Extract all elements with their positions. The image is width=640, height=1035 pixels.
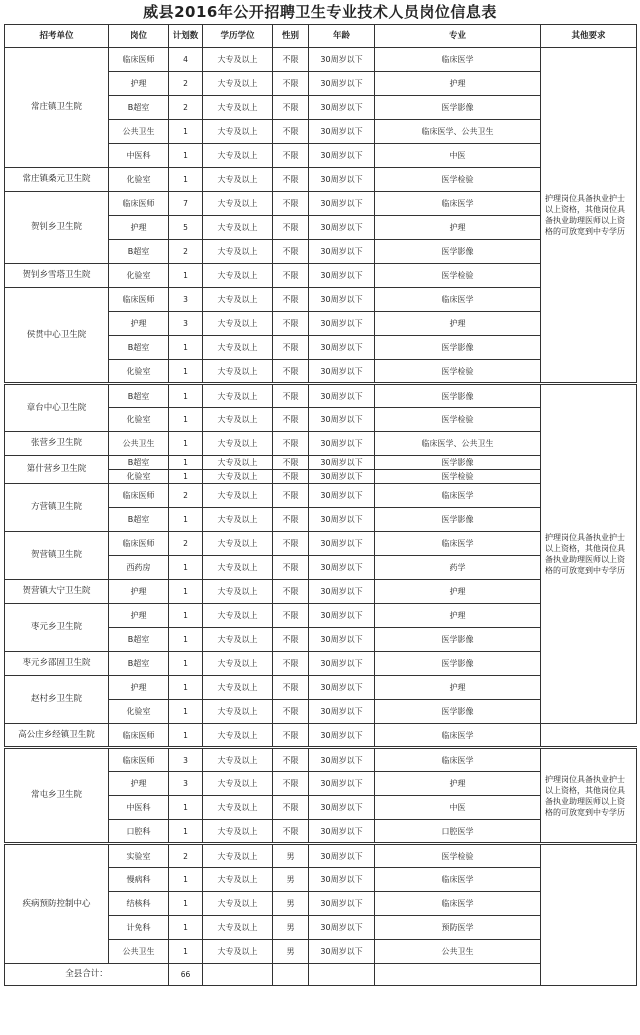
- major-cell: 医学检验: [375, 168, 541, 192]
- count-cell: 1: [169, 168, 203, 192]
- count-cell: 4: [169, 48, 203, 72]
- major-cell: 临床医学、公共卫生: [375, 120, 541, 144]
- major-cell: 护理: [375, 580, 541, 604]
- count-cell: 1: [169, 916, 203, 940]
- unit-cell: 常庄镇桑元卫生院: [5, 168, 109, 192]
- sex-cell: 不限: [273, 384, 309, 408]
- age-cell: 30周岁以下: [309, 796, 375, 820]
- age-cell: 30周岁以下: [309, 288, 375, 312]
- age-cell: 30周岁以下: [309, 120, 375, 144]
- header-age: 年龄: [309, 25, 375, 48]
- age-cell: 30周岁以下: [309, 916, 375, 940]
- count-cell: 1: [169, 556, 203, 580]
- age-cell: 30周岁以下: [309, 48, 375, 72]
- post-cell: 中医科: [109, 796, 169, 820]
- table-row: [5, 48, 637, 72]
- major-cell: 护理: [375, 772, 541, 796]
- sex-cell: 不限: [273, 508, 309, 532]
- education-cell: 大专及以上: [203, 96, 273, 120]
- education-cell: 大专及以上: [203, 868, 273, 892]
- age-cell: 30周岁以下: [309, 312, 375, 336]
- age-cell: 30周岁以下: [309, 532, 375, 556]
- unit-cell: 章台中心卫生院: [5, 384, 109, 432]
- major-cell: 医学影像: [375, 384, 541, 408]
- age-cell: 30周岁以下: [309, 168, 375, 192]
- count-cell: 2: [169, 240, 203, 264]
- major-cell: 医学影像: [375, 96, 541, 120]
- empty-cell: [273, 964, 309, 986]
- major-cell: 医学影像: [375, 652, 541, 676]
- table-row: [5, 724, 637, 748]
- age-cell: 30周岁以下: [309, 580, 375, 604]
- age-cell: 30周岁以下: [309, 892, 375, 916]
- sex-cell: 不限: [273, 484, 309, 508]
- education-cell: 大专及以上: [203, 628, 273, 652]
- sex-cell: 男: [273, 940, 309, 964]
- header-major: 专业: [375, 25, 541, 48]
- count-cell: 1: [169, 456, 203, 470]
- age-cell: 30周岁以下: [309, 868, 375, 892]
- major-cell: 临床医学: [375, 192, 541, 216]
- education-cell: 大专及以上: [203, 772, 273, 796]
- age-cell: 30周岁以下: [309, 508, 375, 532]
- major-cell: 临床医学: [375, 48, 541, 72]
- major-cell: 医学影像: [375, 508, 541, 532]
- post-cell: 实验室: [109, 844, 169, 868]
- unit-cell: 枣元乡卫生院: [5, 604, 109, 652]
- sex-cell: 不限: [273, 604, 309, 628]
- header-other: 其他要求: [541, 25, 637, 48]
- post-cell: 化验室: [109, 470, 169, 484]
- unit-cell: 张营乡卫生院: [5, 432, 109, 456]
- post-cell: 临床医师: [109, 48, 169, 72]
- age-cell: 30周岁以下: [309, 360, 375, 384]
- post-cell: 临床医师: [109, 532, 169, 556]
- sex-cell: 不限: [273, 312, 309, 336]
- header-post: 岗位: [109, 25, 169, 48]
- education-cell: 大专及以上: [203, 312, 273, 336]
- major-cell: 临床医学: [375, 724, 541, 748]
- count-cell: 2: [169, 96, 203, 120]
- sex-cell: 不限: [273, 700, 309, 724]
- major-cell: 护理: [375, 216, 541, 240]
- sex-cell: 不限: [273, 408, 309, 432]
- education-cell: 大专及以上: [203, 604, 273, 628]
- post-cell: B超室: [109, 336, 169, 360]
- empty-cell: [309, 964, 375, 986]
- age-cell: 30周岁以下: [309, 676, 375, 700]
- other-requirements-cell: 护理岗位具备执业护士以上资格，其他岗位具备执业助理医师以上资格的可放宽到中专学历: [541, 48, 637, 384]
- age-cell: 30周岁以下: [309, 240, 375, 264]
- age-cell: 30周岁以下: [309, 940, 375, 964]
- post-cell: 临床医师: [109, 192, 169, 216]
- unit-cell: 第什营乡卫生院: [5, 456, 109, 484]
- education-cell: 大专及以上: [203, 240, 273, 264]
- sex-cell: 不限: [273, 470, 309, 484]
- count-cell: 1: [169, 676, 203, 700]
- age-cell: 30周岁以下: [309, 652, 375, 676]
- age-cell: 30周岁以下: [309, 72, 375, 96]
- post-cell: B超室: [109, 384, 169, 408]
- age-cell: 30周岁以下: [309, 484, 375, 508]
- count-cell: 1: [169, 604, 203, 628]
- education-cell: 大专及以上: [203, 892, 273, 916]
- sex-cell: 不限: [273, 48, 309, 72]
- unit-cell: 贺钊乡雪塔卫生院: [5, 264, 109, 288]
- education-cell: 大专及以上: [203, 796, 273, 820]
- other-requirements-cell: 护理岗位具备执业护士以上资格，其他岗位具备执业助理医师以上资格的可放宽到中专学历: [541, 384, 637, 724]
- sex-cell: 不限: [273, 456, 309, 470]
- education-cell: 大专及以上: [203, 470, 273, 484]
- post-cell: B超室: [109, 508, 169, 532]
- post-cell: 护理: [109, 676, 169, 700]
- education-cell: 大专及以上: [203, 916, 273, 940]
- major-cell: 护理: [375, 604, 541, 628]
- sex-cell: 不限: [273, 432, 309, 456]
- post-cell: 公共卫生: [109, 120, 169, 144]
- age-cell: 30周岁以下: [309, 384, 375, 408]
- sex-cell: 不限: [273, 96, 309, 120]
- education-cell: 大专及以上: [203, 676, 273, 700]
- education-cell: 大专及以上: [203, 820, 273, 844]
- count-cell: 1: [169, 724, 203, 748]
- count-cell: 1: [169, 820, 203, 844]
- post-cell: 结核科: [109, 892, 169, 916]
- post-cell: B超室: [109, 456, 169, 470]
- sex-cell: 男: [273, 844, 309, 868]
- count-cell: 1: [169, 868, 203, 892]
- education-cell: 大专及以上: [203, 144, 273, 168]
- major-cell: 临床医学: [375, 892, 541, 916]
- unit-cell: 方营镇卫生院: [5, 484, 109, 532]
- major-cell: 医学检验: [375, 470, 541, 484]
- sex-cell: 不限: [273, 724, 309, 748]
- age-cell: 30周岁以下: [309, 432, 375, 456]
- post-cell: B超室: [109, 240, 169, 264]
- sex-cell: 不限: [273, 748, 309, 772]
- post-cell: 护理: [109, 580, 169, 604]
- major-cell: 医学影像: [375, 240, 541, 264]
- header-row: [5, 25, 637, 48]
- post-cell: 护理: [109, 312, 169, 336]
- major-cell: 护理: [375, 72, 541, 96]
- age-cell: 30周岁以下: [309, 556, 375, 580]
- education-cell: 大专及以上: [203, 456, 273, 470]
- table-row: [5, 748, 637, 772]
- post-cell: 西药房: [109, 556, 169, 580]
- education-cell: 大专及以上: [203, 408, 273, 432]
- age-cell: 30周岁以下: [309, 336, 375, 360]
- sex-cell: 男: [273, 868, 309, 892]
- count-cell: 2: [169, 72, 203, 96]
- sex-cell: 不限: [273, 820, 309, 844]
- major-cell: 医学影像: [375, 336, 541, 360]
- post-cell: 临床医师: [109, 484, 169, 508]
- post-cell: 护理: [109, 772, 169, 796]
- major-cell: 临床医学: [375, 532, 541, 556]
- sex-cell: 不限: [273, 144, 309, 168]
- sex-cell: 不限: [273, 580, 309, 604]
- sex-cell: 不限: [273, 120, 309, 144]
- count-cell: 1: [169, 652, 203, 676]
- post-cell: 口腔科: [109, 820, 169, 844]
- education-cell: 大专及以上: [203, 168, 273, 192]
- unit-cell: 常庄镇卫生院: [5, 48, 109, 168]
- post-cell: B超室: [109, 628, 169, 652]
- count-cell: 3: [169, 312, 203, 336]
- page-title: 威县2016年公开招聘卫生专业技术人员岗位信息表: [143, 3, 497, 21]
- major-cell: 医学检验: [375, 844, 541, 868]
- age-cell: 30周岁以下: [309, 144, 375, 168]
- sex-cell: 不限: [273, 796, 309, 820]
- count-cell: 5: [169, 216, 203, 240]
- sex-cell: 不限: [273, 556, 309, 580]
- empty-cell: [203, 964, 273, 986]
- post-cell: 化验室: [109, 700, 169, 724]
- major-cell: 医学影像: [375, 700, 541, 724]
- major-cell: 临床医学: [375, 288, 541, 312]
- count-cell: 2: [169, 532, 203, 556]
- post-cell: 公共卫生: [109, 432, 169, 456]
- count-cell: 1: [169, 144, 203, 168]
- header-education: 学历学位: [203, 25, 273, 48]
- count-cell: 3: [169, 772, 203, 796]
- age-cell: 30周岁以下: [309, 192, 375, 216]
- count-cell: 1: [169, 408, 203, 432]
- sex-cell: 不限: [273, 168, 309, 192]
- count-cell: 1: [169, 470, 203, 484]
- unit-cell: 贺营镇大宁卫生院: [5, 580, 109, 604]
- total-label: 全县合计：: [5, 964, 169, 986]
- empty-cell: [375, 964, 541, 986]
- education-cell: 大专及以上: [203, 748, 273, 772]
- major-cell: 医学检验: [375, 408, 541, 432]
- post-cell: B超室: [109, 652, 169, 676]
- sex-cell: 不限: [273, 532, 309, 556]
- major-cell: 医学检验: [375, 360, 541, 384]
- table-row: [5, 384, 637, 408]
- sex-cell: 不限: [273, 192, 309, 216]
- post-cell: 化验室: [109, 408, 169, 432]
- count-cell: 7: [169, 192, 203, 216]
- major-cell: 医学影像: [375, 628, 541, 652]
- sex-cell: 不限: [273, 772, 309, 796]
- age-cell: 30周岁以下: [309, 96, 375, 120]
- education-cell: 大专及以上: [203, 120, 273, 144]
- education-cell: 大专及以上: [203, 264, 273, 288]
- education-cell: 大专及以上: [203, 484, 273, 508]
- count-cell: 1: [169, 628, 203, 652]
- other-requirements-cell: 护理岗位具备执业护士以上资格，其他岗位具备执业助理医师以上资格的可放宽到中专学历: [541, 748, 637, 844]
- age-cell: 30周岁以下: [309, 456, 375, 470]
- age-cell: 30周岁以下: [309, 772, 375, 796]
- education-cell: 大专及以上: [203, 432, 273, 456]
- post-cell: 临床医师: [109, 724, 169, 748]
- unit-cell: 贺营镇卫生院: [5, 532, 109, 580]
- sex-cell: 不限: [273, 652, 309, 676]
- major-cell: 口腔医学: [375, 820, 541, 844]
- education-cell: 大专及以上: [203, 556, 273, 580]
- age-cell: 30周岁以下: [309, 216, 375, 240]
- education-cell: 大专及以上: [203, 652, 273, 676]
- unit-cell: 高公庄乡经镇卫生院: [5, 724, 109, 748]
- count-cell: 2: [169, 844, 203, 868]
- education-cell: 大专及以上: [203, 724, 273, 748]
- header-sex: 性别: [273, 25, 309, 48]
- unit-cell: 赵村乡卫生院: [5, 676, 109, 724]
- post-cell: 化验室: [109, 264, 169, 288]
- sex-cell: 不限: [273, 72, 309, 96]
- major-cell: 中医: [375, 144, 541, 168]
- count-cell: 3: [169, 288, 203, 312]
- major-cell: 临床医学、公共卫生: [375, 432, 541, 456]
- age-cell: 30周岁以下: [309, 628, 375, 652]
- unit-cell: 侯贯中心卫生院: [5, 288, 109, 384]
- count-cell: 1: [169, 580, 203, 604]
- header-count: 计划数: [169, 25, 203, 48]
- age-cell: 30周岁以下: [309, 408, 375, 432]
- post-cell: 化验室: [109, 360, 169, 384]
- education-cell: 大专及以上: [203, 844, 273, 868]
- count-cell: 1: [169, 120, 203, 144]
- age-cell: 30周岁以下: [309, 844, 375, 868]
- unit-cell: 贺钊乡卫生院: [5, 192, 109, 264]
- education-cell: 大专及以上: [203, 360, 273, 384]
- major-cell: 中医: [375, 796, 541, 820]
- major-cell: 医学影像: [375, 456, 541, 470]
- sex-cell: 不限: [273, 628, 309, 652]
- sex-cell: 不限: [273, 264, 309, 288]
- positions-table: [4, 24, 637, 986]
- sex-cell: 男: [273, 892, 309, 916]
- education-cell: 大专及以上: [203, 532, 273, 556]
- count-cell: 1: [169, 892, 203, 916]
- education-cell: 大专及以上: [203, 192, 273, 216]
- age-cell: 30周岁以下: [309, 748, 375, 772]
- major-cell: 医学检验: [375, 264, 541, 288]
- post-cell: 护理: [109, 72, 169, 96]
- count-cell: 1: [169, 432, 203, 456]
- header-unit: 招考单位: [5, 25, 109, 48]
- education-cell: 大专及以上: [203, 384, 273, 408]
- sex-cell: 不限: [273, 360, 309, 384]
- education-cell: 大专及以上: [203, 336, 273, 360]
- post-cell: 中医科: [109, 144, 169, 168]
- post-cell: 临床医师: [109, 748, 169, 772]
- unit-cell: 枣元乡邵固卫生院: [5, 652, 109, 676]
- count-cell: 1: [169, 360, 203, 384]
- count-cell: 1: [169, 700, 203, 724]
- education-cell: 大专及以上: [203, 288, 273, 312]
- post-cell: 公共卫生: [109, 940, 169, 964]
- sex-cell: 不限: [273, 216, 309, 240]
- education-cell: 大专及以上: [203, 508, 273, 532]
- count-cell: 1: [169, 508, 203, 532]
- age-cell: 30周岁以下: [309, 724, 375, 748]
- count-cell: 1: [169, 384, 203, 408]
- table-row: [5, 844, 637, 868]
- education-cell: 大专及以上: [203, 580, 273, 604]
- major-cell: 临床医学: [375, 484, 541, 508]
- education-cell: 大专及以上: [203, 216, 273, 240]
- sex-cell: 不限: [273, 676, 309, 700]
- sex-cell: 不限: [273, 288, 309, 312]
- sex-cell: 不限: [273, 336, 309, 360]
- major-cell: 临床医学: [375, 868, 541, 892]
- major-cell: 临床医学: [375, 748, 541, 772]
- count-cell: 3: [169, 748, 203, 772]
- major-cell: 预防医学: [375, 916, 541, 940]
- major-cell: 护理: [375, 676, 541, 700]
- total-value: 66: [169, 964, 203, 986]
- count-cell: 1: [169, 264, 203, 288]
- sex-cell: 不限: [273, 240, 309, 264]
- education-cell: 大专及以上: [203, 48, 273, 72]
- post-cell: 慢病科: [109, 868, 169, 892]
- post-cell: 护理: [109, 604, 169, 628]
- empty-cell: [541, 844, 637, 986]
- count-cell: 1: [169, 940, 203, 964]
- age-cell: 30周岁以下: [309, 820, 375, 844]
- education-cell: 大专及以上: [203, 72, 273, 96]
- count-cell: 1: [169, 796, 203, 820]
- education-cell: 大专及以上: [203, 940, 273, 964]
- age-cell: 30周岁以下: [309, 470, 375, 484]
- unit-cell: 常屯乡卫生院: [5, 748, 109, 844]
- post-cell: 临床医师: [109, 288, 169, 312]
- major-cell: 护理: [375, 312, 541, 336]
- count-cell: 1: [169, 336, 203, 360]
- post-cell: 计免科: [109, 916, 169, 940]
- major-cell: 药学: [375, 556, 541, 580]
- age-cell: 30周岁以下: [309, 264, 375, 288]
- post-cell: 护理: [109, 216, 169, 240]
- count-cell: 2: [169, 484, 203, 508]
- age-cell: 30周岁以下: [309, 700, 375, 724]
- major-cell: 公共卫生: [375, 940, 541, 964]
- post-cell: B超室: [109, 96, 169, 120]
- age-cell: 30周岁以下: [309, 604, 375, 628]
- post-cell: 化验室: [109, 168, 169, 192]
- sex-cell: 男: [273, 916, 309, 940]
- unit-cell: 疾病预防控制中心: [5, 844, 109, 964]
- education-cell: 大专及以上: [203, 700, 273, 724]
